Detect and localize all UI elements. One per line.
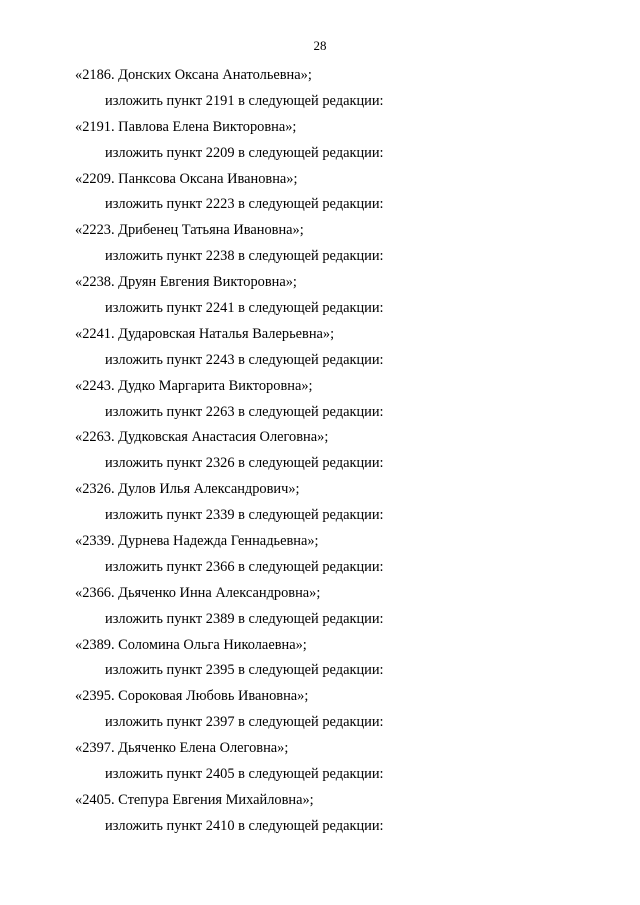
list-entry: «2238. Друян Евгения Викторовна»; [75, 274, 297, 291]
amendment-instruction: изложить пункт 2263 в следующей редакции: [105, 403, 384, 420]
amendment-instruction: изложить пункт 2339 в следующей редакции: [105, 507, 384, 524]
page-number: 28 [313, 38, 327, 53]
amendment-instruction: изложить пункт 2241 в следующей редакции: [105, 300, 384, 317]
amendment-instruction: изложить пункт 2326 в следующей редакции: [105, 455, 384, 472]
list-entry: «2263. Дудковская Анастасия Олеговна»; [75, 429, 329, 446]
list-entry: «2223. Дрибенец Татьяна Ивановна»; [75, 222, 304, 239]
amendment-instruction: изложить пункт 2223 в следующей редакции: [105, 196, 384, 213]
list-entry: «2405. Степура Евгения Михайловна»; [75, 791, 314, 808]
list-entry: «2241. Дударовская Наталья Валерьевна»; [75, 325, 335, 342]
amendment-instruction: изложить пункт 2397 в следующей редакции: [105, 714, 384, 731]
list-entry: «2389. Соломина Ольга Николаевна»; [75, 636, 307, 653]
list-entry: «2397. Дьяченко Елена Олеговна»; [75, 740, 289, 757]
amendment-instruction: изложить пункт 2209 в следующей редакции: [105, 144, 384, 161]
amendment-instruction: изложить пункт 2191 в следующей редакции: [105, 92, 384, 109]
list-entry: «2243. Дудко Маргарита Викторовна»; [75, 377, 313, 394]
amendment-instruction: изложить пункт 2395 в следующей редакции: [105, 662, 384, 679]
amendment-instruction: изложить пункт 2238 в следующей редакции: [105, 248, 384, 265]
amendment-instruction: изложить пункт 2366 в следующей редакции: [105, 558, 384, 575]
amendment-list [0, 66, 640, 843]
amendment-instruction: изложить пункт 2389 в следующей редакции: [105, 610, 384, 627]
list-entry: «2326. Дулов Илья Александрович»; [75, 481, 300, 498]
list-entry: «2366. Дьяченко Инна Александровна»; [75, 584, 321, 601]
list-entry: «2339. Дурнева Надежда Геннадьевна»; [75, 533, 319, 550]
list-entry: «2191. Павлова Елена Викторовна»; [75, 118, 297, 135]
amendment-instruction: изложить пункт 2243 в следующей редакции: [105, 351, 384, 368]
list-entry: «2395. Сороковая Любовь Ивановна»; [75, 688, 309, 705]
list-entry: «2209. Панксова Оксана Ивановна»; [75, 170, 298, 187]
amendment-instruction: изложить пункт 2410 в следующей редакции: [105, 817, 384, 834]
list-entry: «2186. Донских Оксана Анатольевна»; [75, 67, 312, 83]
amendment-instruction: изложить пункт 2405 в следующей редакции: [105, 766, 384, 783]
